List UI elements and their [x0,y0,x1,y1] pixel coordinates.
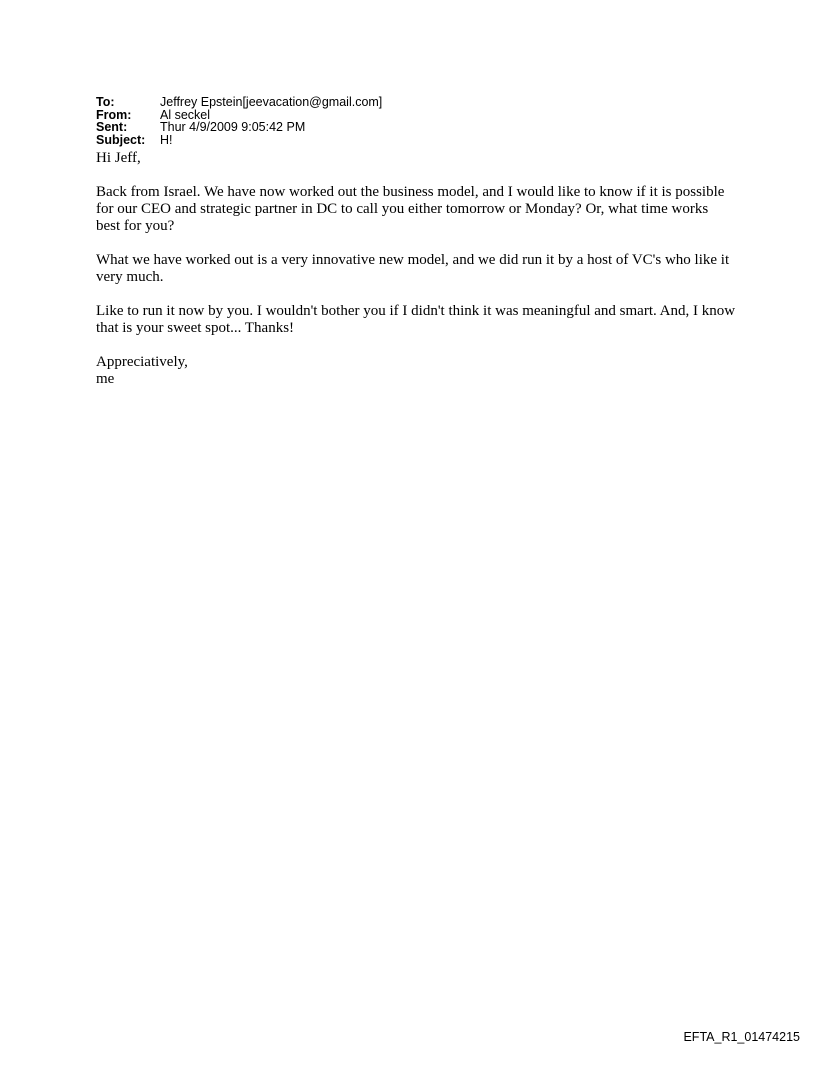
body-paragraph: What we have worked out is a very innovative new model, and we did run it by a host of VC's who like it very much. [96,252,730,285]
email-header [96,96,382,146]
greeting: Hi Jeff, [96,150,141,166]
subject-row [96,134,382,147]
to-row [96,96,382,109]
sign-off [96,354,736,388]
body-paragraph: Back from Israel. We have now worked out the business model, and I would like to know if it is possible for our CEO and strategic partner in DC to call you either tomorrow or Monday? Or, what time works best for you? [96,184,725,234]
document-id: EFTA_R1_01474215 [683,1030,800,1044]
subject-label: Subject: [96,132,146,147]
from-value: Al seckel [160,107,211,122]
subject-value: H! [160,132,173,147]
from-label: From: [96,107,132,122]
to-value: Jeffrey Epstein[jeevacation@gmail.com] [160,95,383,109]
email-body [96,150,736,388]
closing-line: Appreciatively, [96,354,188,370]
sent-row [96,121,382,134]
sent-value: Thur 4/9/2009 9:05:42 PM [160,120,306,134]
to-label: To: [96,95,115,109]
body-paragraph: Like to run it now by you. I wouldn't bother you if I didn't think it was meaningful and smart. And, I know that is your sweet spot... Thanks! [96,303,736,336]
signature: me [96,371,115,387]
sent-label: Sent: [96,120,128,134]
